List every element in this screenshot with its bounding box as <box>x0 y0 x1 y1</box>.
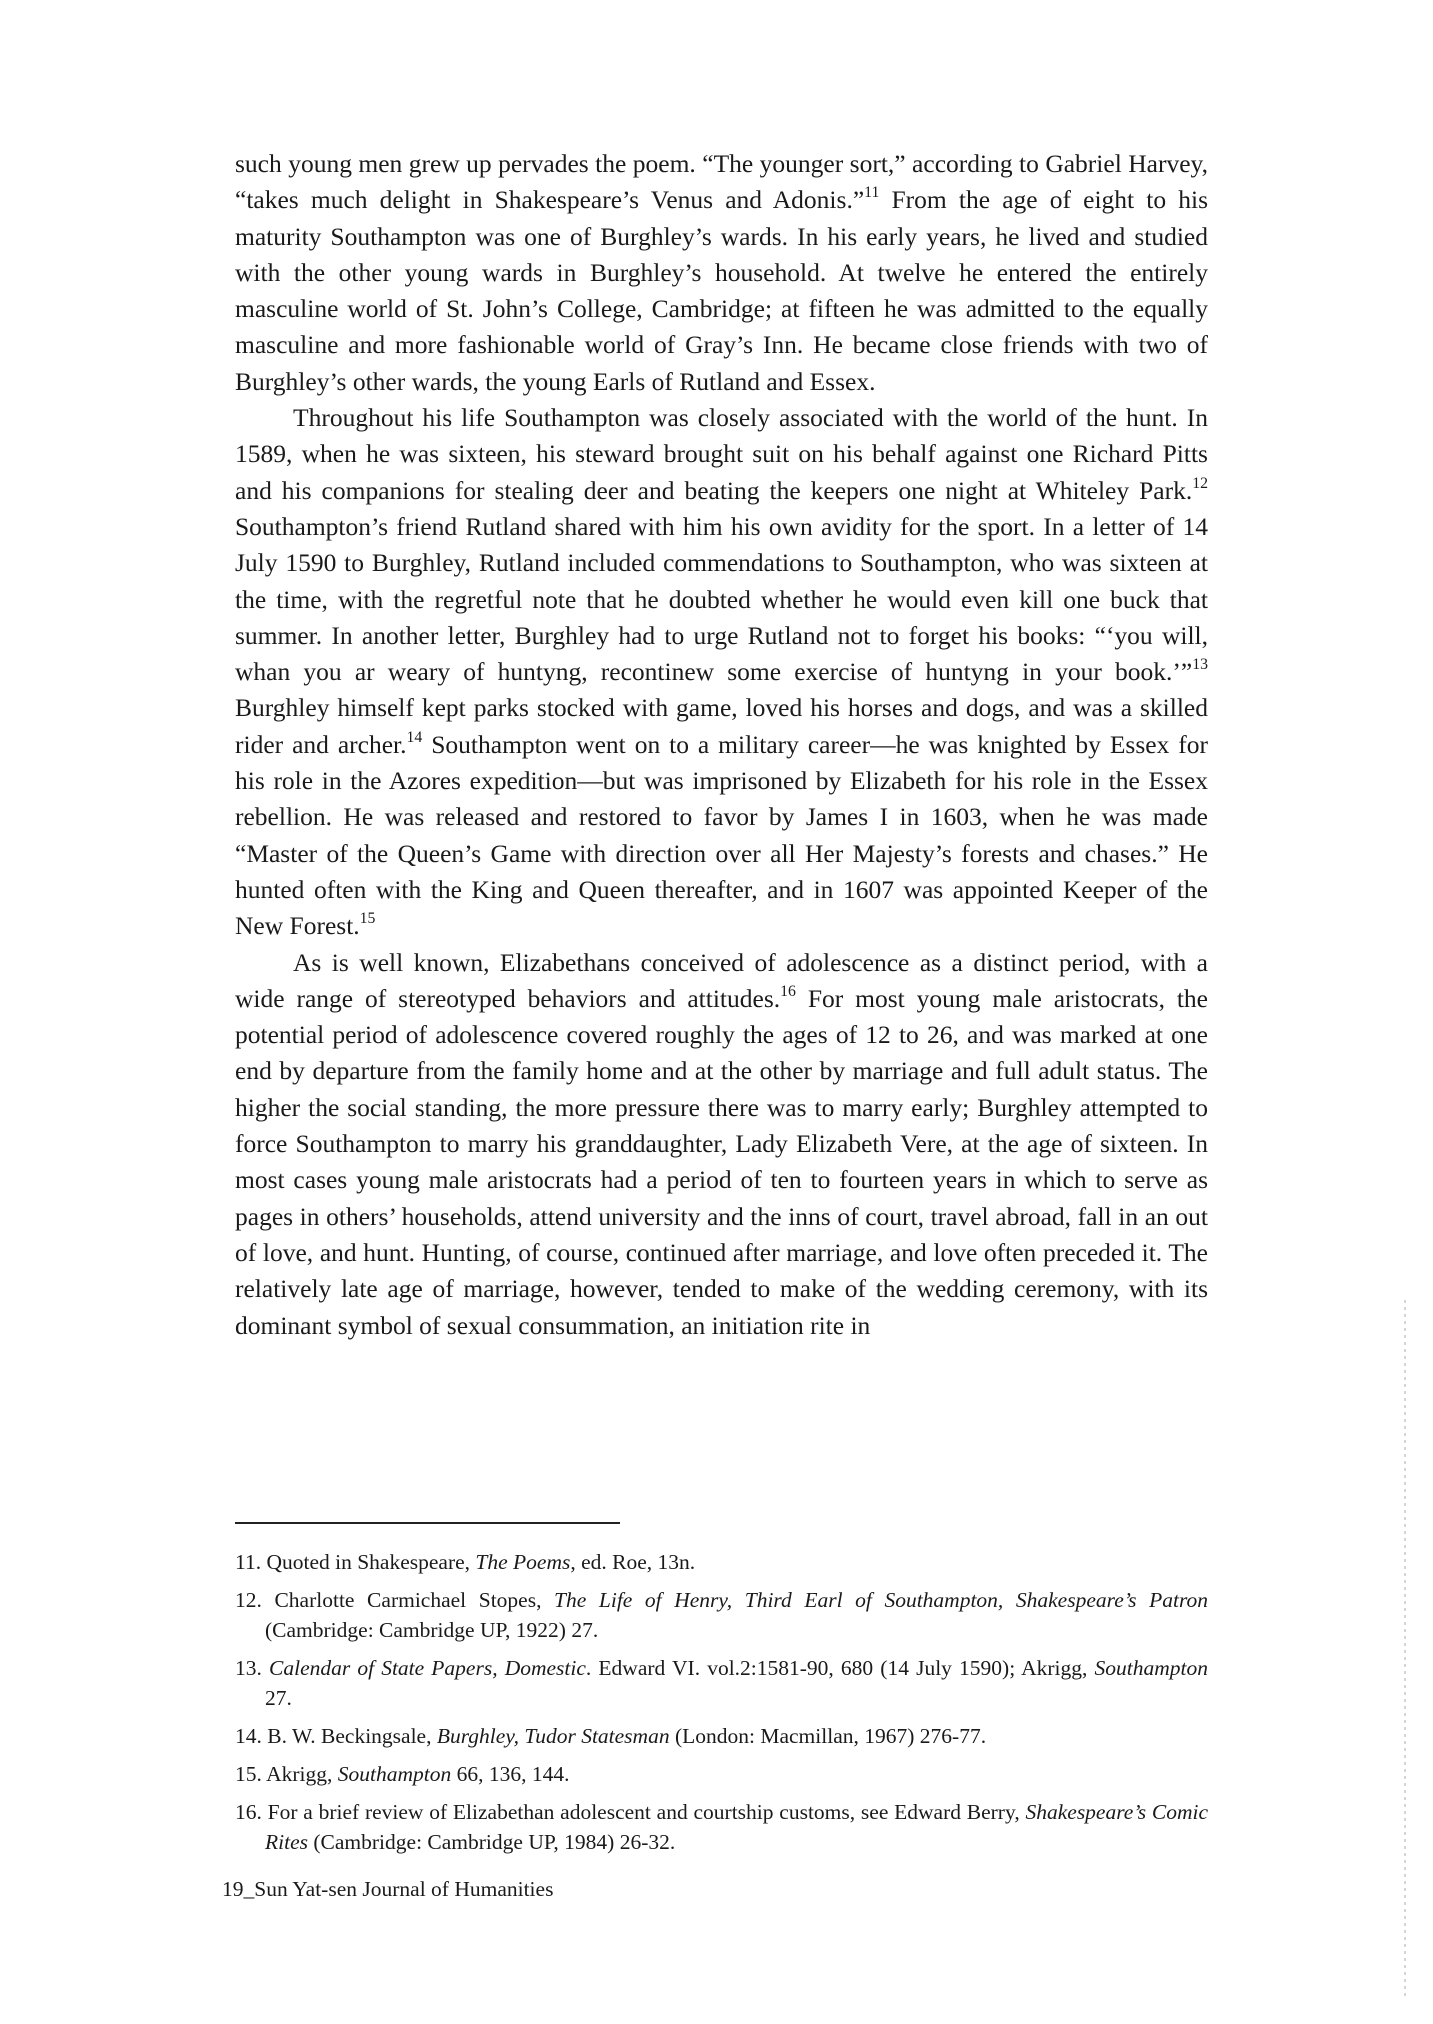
footnote-title: The Poems <box>475 1550 571 1574</box>
footnote-title: Shakespeare’s Comic Rites <box>265 1800 1209 1854</box>
footnote-text: 27. <box>265 1686 292 1710</box>
paragraph-text: From the age of eight to his maturity Southampton was one of Burghley’s wards. In his early years, he lived and studied with the other young wards in Burghley’s household. At twelve he entered the entirely masculine world of St. John’s College, Cambridge; at fifteen he was admitted to the equally masculine and more fashionable world of Gray’s Inn. He became close friends with two of Burghley’s other wards, the young Earls of Rutland and Essex. <box>235 185 1208 396</box>
footnote-number: 12. <box>235 1588 262 1612</box>
scan-edge-artifact <box>1404 1300 1406 2000</box>
paragraph-text: such young men grew up pervades the poem. “The younger sort,” according to Gabriel Harvey, “takes much delight in Shakespeare’s Venus and Adonis.” <box>235 149 1208 215</box>
paragraph-3 <box>235 945 1208 1344</box>
paragraph-1 <box>235 146 1208 400</box>
footnote-12 <box>235 1585 1208 1645</box>
footnote-13 <box>235 1653 1208 1713</box>
footnote-text: . Edward VI. vol.2:1581-90, 680 (14 July 1590); Akrigg, <box>585 1656 1095 1680</box>
footnote-text <box>262 1656 269 1680</box>
footnote-title: Burghley, Tudor Statesman <box>436 1724 670 1748</box>
body-text <box>235 146 1208 1344</box>
footnote-text: (Cambridge: Cambridge UP, 1984) 26-32. <box>308 1830 676 1854</box>
footnote-text: Akrigg, <box>261 1762 338 1786</box>
footnotes <box>235 1547 1208 1865</box>
footnote-14 <box>235 1721 1208 1751</box>
footnote-number: 16. <box>235 1800 262 1824</box>
footnote-ref-12: 12 <box>1192 474 1208 492</box>
footnote-text: (London: Macmillan, 1967) 276-77. <box>669 1724 987 1748</box>
page-footer: 19_Sun Yat-sen Journal of Humanities <box>222 1877 554 1901</box>
footnote-title: Southampton <box>1094 1656 1208 1680</box>
footnote-15 <box>235 1759 1208 1789</box>
footnote-ref-11: 11 <box>864 184 880 202</box>
footnote-text: (Cambridge: Cambridge UP, 1922) 27. <box>265 1618 599 1642</box>
footnote-separator <box>235 1522 620 1524</box>
paragraph-text: For most young male aristocrats, the potential period of adolescence covered roughly the ages of 12 to 26, and was marked at one end by departure from the family home and at the other by marriage and full adult status. The higher the social standing, the more pressure there was to marry early; Burghley attempted to force Southampton to marry his granddaughter, Lady Elizabeth Vere, at the age of sixteen. In most cases young male aristocrats had a period of ten to fourteen years in which to serve as pages in others’ households, attend university and the inns of court, travel abroad, fall in an out of love, and hunt. Hunting, of course, continued after marriage, and love often preceded it. The relatively late age of marriage, however, tended to make of the wedding ceremony, with its dominant symbol of sexual consummation, an initiation rite in <box>235 983 1208 1340</box>
paragraph-text: Southampton went on to a military career—he was knighted by Essex for his role in the Azores expedition—but was imprisoned by Elizabeth for his role in the Essex rebellion. He was released and restored to favor by James I in 1603, when he was made “Master of the Queen’s Game with direction over all Her Majesty’s forests and chases.” He hunted often with the King and Queen thereafter, and in 1607 was appointed Keeper of the New Forest. <box>235 729 1208 941</box>
paragraph-text: Burghley himself kept parks stocked with game, loved his horses and dogs, and was a skilled rider and archer. <box>235 693 1208 759</box>
footnote-ref-16: 16 <box>780 982 796 1000</box>
footnote-ref-15: 15 <box>359 910 376 928</box>
footnote-text: 66, 136, 144. <box>451 1762 570 1786</box>
footnote-title: Calendar of State Papers, Domestic <box>269 1656 586 1680</box>
footnote-ref-13: 13 <box>1192 656 1208 674</box>
footnote-16 <box>235 1797 1208 1857</box>
footnote-text: , ed. Roe, 13n. <box>570 1550 696 1574</box>
footnote-number: 14. <box>235 1724 262 1748</box>
footnote-number: 13. <box>235 1656 262 1680</box>
footnote-text: Quoted in Shakespeare, <box>261 1550 476 1574</box>
paragraph-text: Southampton’s friend Rutland shared with him his own avidity for the sport. In a letter of 14 July 1590 to Burghley, Rutland included commendations to Southampton, who was sixteen at the time, with the regretful note that he doubted whether he would even kill one buck that summer. In another letter, Burghley had to urge Rutland not to forget his books: “‘you will, whan you ar weary of huntyng, recontinew some exercise of huntyng in your book.’” <box>235 511 1208 687</box>
paragraph-text: As is well known, Elizabethans conceived of adolescence as a distinct period, with a wide range of stereotyped behaviors and attitudes. <box>235 947 1208 1013</box>
footnote-text: Charlotte Carmichael Stopes, <box>261 1588 555 1612</box>
footnote-text: B. W. Beckingsale, <box>261 1724 437 1748</box>
footnote-number: 15. <box>235 1762 262 1786</box>
footnote-title: Southampton <box>337 1762 452 1786</box>
footnote-11 <box>235 1547 1208 1577</box>
paragraph-2 <box>235 400 1208 944</box>
paragraph-text: Throughout his life Southampton was closely associated with the world of the hunt. In 1589, when he was sixteen, his steward brought suit on his behalf against one Richard Pitts and his companions for stealing deer and beating the keepers one night at Whiteley Park. <box>235 403 1208 505</box>
footnote-title: The Life of Henry, Third Earl of Southampton, Shakespeare’s Patron <box>554 1588 1209 1612</box>
footnote-ref-14: 14 <box>406 728 423 746</box>
footnote-number: 11. <box>235 1550 262 1574</box>
footnote-text: For a brief review of Elizabethan adolescent and courtship customs, see Edward Berry, <box>261 1800 1026 1824</box>
